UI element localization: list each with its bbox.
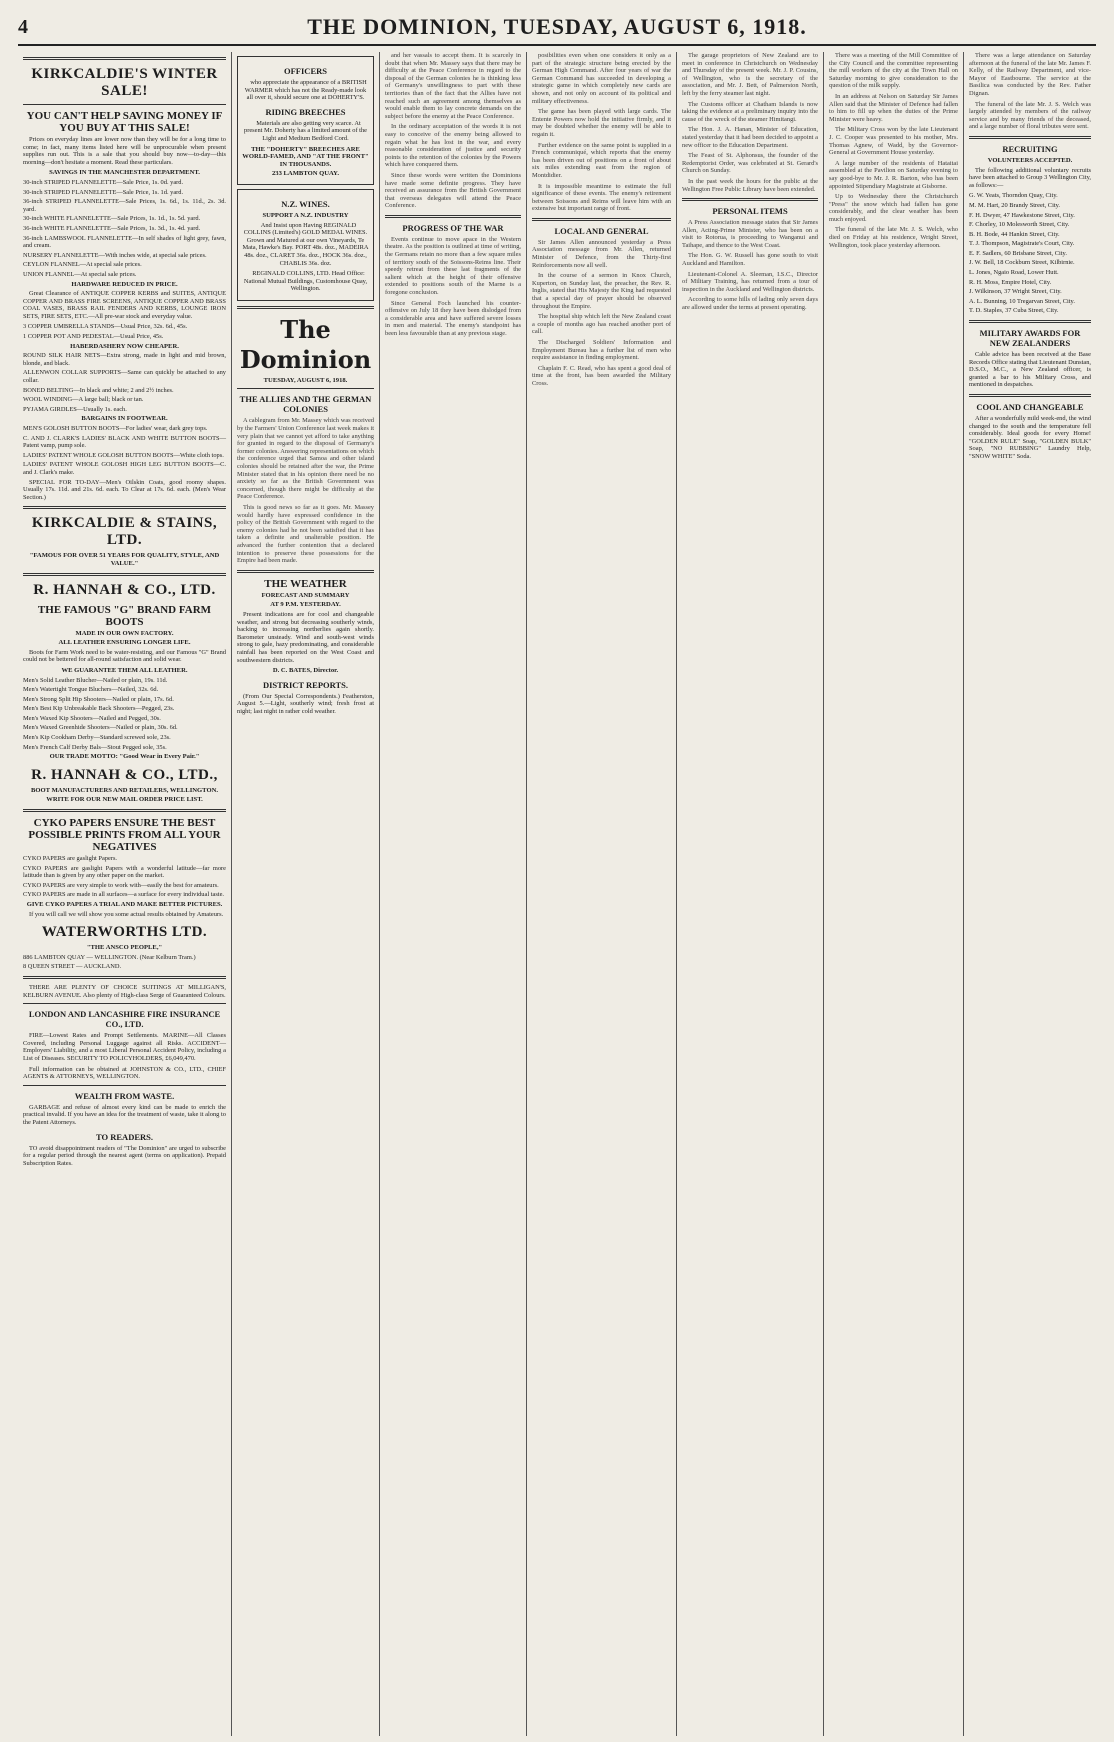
officers-heading: OFFICERS [284,66,327,76]
list-item: T. D. Staples, 37 Cuba Street, City. [969,307,1059,315]
list-item: CYKO PAPERS are very simple to work with—easily the best for amateurs. [23,881,219,889]
list-item: Men's Watertight Tongue Bluchers—Nailed, 32s. 6d. [23,686,159,694]
cyko-heading: CYKO PAPERS ENSURE THE BEST POSSIBLE PRINTS FROM ALL YOUR NEGATIVES [28,817,221,854]
hannah-brand: R. HANNAH & CO., LTD. [33,581,216,598]
list-item: ALLENWON COLLAR SUPPORTS—Same can quickly be attached to any collar. [23,369,226,385]
meetings-body: There was a meeting of the Mill Committee of the City Council and the committee representing the mill workers of the city at the Town Hall on Saturday morning to give consideration to the question of the milk supply. In an address at Nelson on Saturday Sir James Allen said that the Minister of Defence had fallen to him to fill up when the duties of the Prime Minister were heavy. The Military Cross won by the late Lieutenant J. C. Cooper was presented to his mother, Mrs. Thomas Agnew, of Wadd, by the Governor-General at Government House yesterday. A large number of the residents of Hataitai assembled at the Pavilion on Saturday evening to say good-bye to Mr. J. R. Barton, who has been appointed Stipendiary Magistrate at Gisborne. Up to Wednesday there the Christchurch "Press" the snow which had fallen has gone considerably, and the clear weather has been much enjoyed. The funeral of the late Mr. J. S. Welch, who died on Friday at his residence, Wright Street, Wellington, took place yesterday afternoon. [829,52,958,249]
recruiting-intro: The following additional voluntary recruits have been attached to Group 3 Wellington City, as follows:— [969,166,1091,189]
local-general-heading: LOCAL AND GENERAL [554,225,649,236]
column-2 [232,52,380,1736]
waterworths-address-2: 8 QUEEN STREET — AUCKLAND. [23,963,122,971]
waste-heading: WEALTH FROM WASTE. [74,1090,175,1101]
cyko-note: If you will call we will show you some actual results obtained by Amateurs. [29,910,224,918]
weather-heading: THE WEATHER [264,577,347,590]
funeral-body: There was a large attendance on Saturday afternoon at the funeral of the late Mr. James F. Kelly, of the Railway Department, and vice-Mayor of Eastbourne. The service at the Basilica was conducted by the Rev. Father Dignan. The funeral of the late Mr. J. S. Welch was largely attended by members of the railway service and by many friends of the deceased, and a large number of floral tributes were sent. [969,52,1091,131]
readers-text: TO avoid disappointment readers of "The Dominion" are urged to subscribe for a regular period through the nearest agent (terms on application). Prepaid Subscription Rates. [23,1144,226,1167]
hannah-motto: OUR TRADE MOTTO: "Good Wear in Every Pair." [49,753,200,761]
list-item: J. W. Bell, 18 Cockburn Street, Kilbirnie. [969,259,1075,267]
london-lancashire-text: FIRE—Lowest Rates and Prompt Settlements. MARINE—All Classes Covered, including Personal Luggage against all Risks. ACCIDENT—Employers' Liability, and a most Liberal Personal Accident Policy, including a List of Diseases. SECURITY TO POLICYHOLDERS, £6,049,470. [23,1032,226,1062]
doherty-ad [237,56,374,185]
manchester-list [23,179,226,279]
district-reports-text: (From Our Special Correspondents.) Featherston, August 5.—Light, southerly wind; fresh frost at night; last night in rather cold weather. [237,692,374,715]
list-item: 30-inch STRIPED FLANNELETTE—Sale Price, 1s. 0d. yard. [23,178,184,186]
list-item: CEYLON FLANNEL—At special sale prices. [23,261,142,269]
list-item: 30-inch STRIPED FLANNELETTE—Sale Price, 1s. 1d. yard. [23,188,184,196]
list-item: Men's French Calf Derby Bals—Stout Pegged sole, 35s. [23,743,167,751]
cool-changeable-text: After a wonderfully mild week-end, the wind changed to the south and the temperature fell considerably. Ideal goods for every Home! "GOLDEN RULE" Soap, "GOLDEN BULK" Soap, "NO RUBBING" Laundry Help, "SNOW WHITE" Soda. [969,415,1091,460]
hannah-address: BOOT MANUFACTURERS AND RETAILERS, WELLINGTON. [31,786,218,794]
list-item: 30-inch WHITE FLANNELETTE—Sale Prices, 1s. 1d., 1s. 5d. yard. [23,215,201,223]
column-6 [824,52,964,1736]
list-item: F. Chorley, 10 Molesworth Street, City. [969,221,1070,229]
doherty-address: 233 LAMBTON QUAY. [272,170,339,178]
hannah-guarantee: WE GUARANTEE THEM ALL LEATHER. [61,666,188,674]
list-item: 36-inch STRIPED FLANNELETTE—Sale Prices, 1s. 6d., 1s. 11d., 2s. 3d. yard. [23,198,226,213]
list-item: B. H. Bode, 44 Hankin Street, City. [969,230,1060,238]
war-news-continued: posibilities even when one considers it only as a part of the strategic structure being erected by the German High Command. After four years of war the German Command has succeeded in developing a strategic game in which completely new cards are shown, and not only on account of its political and military effectiveness. The game has been played with large cards. The Entente Powers now hold the initiative firmly, and it may be doubted whether the enemy will be able to regain it. Further evidence on the same point is supplied in a French communiqué, which reports that the enemy has been driven out of positions on a front of about six miles extending east from the region of Montdidier. It is impossible meantime to estimate the full significance of these events. The enemy's retirement between Soissons and Reims will leave him with an extensive but important range of front. [532,52,671,213]
riding-breeches-text: Materials are also getting very scarce. At present Mr. Doherty has a limited amount of the Light and Medium Bedford Cord. [244,119,367,142]
list-item: WOOL WINDING—A large ball; black or tan. [23,396,144,404]
doherty-slogan: THE "DOHERTY" BREECHES ARE WORLD-FAMED, AND "AT THE FRONT" IN THOUSANDS. [242,145,369,168]
list-item: Men's Kip Cookham Derby—Standard screwed sole, 23s. [23,734,171,742]
recruiting-list [969,192,1091,315]
nzwines-sub: SUPPORT A N.Z. INDUSTRY [262,211,349,219]
hannah-intro: Boots for Farm Work need to be water-resisting, and our Famous "G" Brand could not be bettered for all-round satisfaction and solid wear. [23,648,226,664]
list-item: NURSERY FLANNELETTE—With inches wide, at special sale prices. [23,251,207,259]
list-item: CYKO PAPERS are gaslight Papers. [23,855,118,863]
kirkcaldie-intro: Prices on everyday lines are lower now than they will be for a long time to come; in fact, many items listed here will be unprocurable when present supplies run out. This is a sale that you should buy now—to-day—this morning—don't hesitate a moment. Read these particulars. [23,136,226,166]
list-item: UNION FLANNEL—At special sale prices. [23,270,137,278]
milligan-ad: THERE ARE PLENTY OF CHOICE SUITINGS AT MILLIGAN'S, KELBURN AVENUE. Also plenty of High-class Serge of Guaranteed Colours. [23,983,226,999]
column-4 [527,52,677,1736]
list-item: CYKO PAPERS are gaslight Papers with a wonderful latitude—far more latitude than is given by any other paper on the market. [23,864,226,880]
hardware-text: Great Clearance of ANTIQUE COPPER KERBS and SUITES, ANTIQUE COPPER AND BRASS FIRE SCREENS, ANTIQUE COPPER AND BRASS COAL VASES, BRASS RAIL FENDERS AND KERBS, LOUNGE IRON SETS, FIRE SETS, ETC.—All pre-war stock and everyday value. [23,290,226,320]
list-item: 36-inch WHITE FLANNELETTE—Sale Prices, 1s. 3d., 1s. 4d. yard. [23,224,201,232]
list-item: M. M. Hart, 20 Brandy Street, City. [969,201,1060,209]
column-3 [380,52,527,1736]
kirkcaldie-brand: KIRKCALDIE & STAINS, LTD. [31,515,218,549]
kirkcaldie-tagline: "FAMOUS FOR OVER 51 YEARS FOR QUALITY, STYLE, AND VALUE." [29,552,220,567]
progress-of-war-body: Events continue to move apace in the Western theatre. As the position is outlined at time of writing, the Germans retain no more than a few square miles of territory south of the Soissons-Reims line. Their speedy retreat from these last fragments of the salient which at the height of their offensive extended to positions south of the Marne is a foregone conclusion. Since General Foch launched his counter-offensive on July 18 they have been dislodged from a considerable area and have suffered severe losses in men and material. The enemy's standpoint has been less favourable than at any previous stage. [385,235,521,337]
editorial-continued: and her vassals to accept them. It is scarcely in doubt that when Mr. Massey says that there may be difficulty at the Peace Conference in regard to the disposal of the German colonies he is thinking less of Germany's unwillingness to part with these territories than of the fact that the Allies have not reached such an agreement among themselves as would enable them to lay concrete demands on the subject before the enemy at the Peace Conference. In the ordinary acceptation of the words it is not easy to conceive of the enemy being allowed to regain what he has lost in the war, and every reasonable consideration of justice and security points to the retention of the colonies by the Powers which have conquered them. Since these words were written the Dominions have made some definite progress. They have received an assurance from the British Government that overseas delegates will attend the Peace Conference. [385,52,521,210]
recruiting-subheading: VOLUNTEERS ACCEPTED. [987,156,1073,164]
hannah-sub2: ALL LEATHER ENSURING LONGER LIFE. [58,639,191,647]
list-item: ROUND SILK HAIR NETS—Extra strong, made in light and mid brown, blonde, and black. [23,352,226,367]
list-item: G. W. Yeats, Thorndon Quay, City. [969,192,1058,200]
weather-subheading: FORECAST AND SUMMARY [261,591,350,599]
list-item: E. F. Sadlers, 60 Brisbane Street, City. [969,249,1067,257]
hannah-brand-footer: R. HANNAH & CO., LTD., [31,766,218,783]
list-item: LADIES' PATENT WHOLE GOLOSH HIGH LEG BUTTON BOOTS—C. and J. Clark's make. [23,461,226,476]
newspaper-title: THE DOMINION, TUESDAY, AUGUST 6, 1918. [307,14,807,39]
list-item: LADIES' PATENT WHOLE GOLOSH BUTTON BOOTS—White cloth tops. [23,451,224,459]
list-item: Men's Solid Leather Blucher—Nailed or plain, 19s. 11d. [23,676,168,684]
haberdashery-heading: HABERDASHERY NOW CHEAPER. [70,342,179,350]
dominion-title: The Dominion [239,314,372,374]
hardware-heading: HARDWARE REDUCED IN PRICE. [71,280,178,288]
weather-time: AT 9 P.M. YESTERDAY. [270,601,341,609]
weather-signature: D. C. BATES, Director. [272,667,339,675]
list-item: PYJAMA GIRDLES—Usually 1s. each. [23,405,127,413]
readers-heading: TO READERS. [96,1131,153,1142]
editorial-heading: THE ALLIES AND THE GERMAN COLONIES [239,394,372,415]
list-item: Men's Waxed Greenhide Shooters—Nailed or plain, 30s. 6d. [23,724,178,732]
column-7 [964,52,1096,1736]
list-item: Men's Best Kip Unbreakable Back Shooters—Pegged, 23s. [23,705,175,713]
local-general-continued: The garage proprietors of New Zealand are to meet in conference in Christchurch on Wednesday and Thursday of the present week. Mr. J. P. Cousins, of Wellington, who is the secretary of the association, and Mr. J. Bett, of Palmerston North, left by the ferry steamer last night. The Customs officer at Chatham Islands is now taking the evidence at a preliminary inquiry into the cause of the wreck of the steamer Himitangi. The Hon. J. A. Hanan, Minister of Education, stated yesterday that it had been decided to appoint a new officer to the Education Department. The Feast of St. Alphonsus, the founder of the Redemptorist Order, was celebrated at St. Gerard's Church on Sunday. In the past week the hours for the public at the Wellington Free Public Library have been extended. [682,52,818,193]
nzwines-text: And Insist upon Having REGINALD COLLINS (Limited's) GOLD MEDAL WINES. Grown and Matured at our own Vineyards, Te Mata, Hawke's Bay. PORT 48s. doz., MADEIRA 48s. doz., CLARET 36s. doz., HOCK 36s. doz., CHABLIS 36s. doz. [242,221,369,267]
waste-text: GARBAGE and refuse of almost every kind can be made to enrich the practical invalid. If you have an idea for the treatment of waste, take it along to the Patent Attorneys. [23,1103,226,1126]
collins-wines-ad [237,189,374,301]
manchester-heading: SAVINGS IN THE MANCHESTER DEPARTMENT. [49,169,200,177]
list-item: F. H. Dwyer, 47 Hawkestone Street, City. [969,211,1075,219]
list-item: R. H. Moss, Empire Hotel, City. [969,278,1052,286]
personal-items-body: A Press Association message states that Sir James Allen, Acting-Prime Minister, who has been on a visit to Rotorua, is proceeding to Wanganui and Taihape, and thence to the West Coast. The Hon. G. W. Russell has gone south to visit Auckland and Hamilton. Lieutenant-Colonel A. Sleeman, I.S.C., Director of Military Training, has returned from a tour of inspection in the Auckland and Wellington districts. According to some hills of lading only seven days are allowed under the terms at present operating. [682,219,818,312]
list-item: C. AND J. CLARK'S LADIES' BLACK AND WHITE BUTTON BOOTS—Patent vamp, pump sole. [23,434,226,450]
list-item: BONED BELTING—In black and white; 2 and 2½ inches. [23,386,174,394]
waterworths-brand: WATERWORTHS LTD. [41,924,208,941]
list-item: CYKO PAPERS are made in all surfaces—a surface for every individual taste. [23,891,225,899]
list-item: Men's Waxed Kip Shooters—Nailed and Pegged, 30s. [23,714,161,722]
riding-breeches-heading: RIDING BREECHES [265,106,346,117]
special-offer: SPECIAL FOR TO-DAY—Men's Oilskin Coats, good roomy shapes. Usually 17s. 11d. and 21s. 6d. each. To Clear at 17s. 6d. each. (Men's Wear Section.) [23,478,226,501]
military-awards-text: Cable advice has been received at the Base Records Office stating that Lieutenant Dunstan, D.S.O., M.C., a New Zealand officer, is granted a bar to his Military Cross, and mentioned in despatches. [969,351,1091,389]
cyko-offer: GIVE CYKO PAPERS A TRIAL AND MAKE BETTER PICTURES. [26,901,223,908]
list-item: T. J. Thompson, Magistrate's Court, City. [969,240,1075,248]
progress-of-war-heading: PROGRESS OF THE WAR [402,222,504,233]
nzwines-address: REGINALD COLLINS, LTD. Head Office: National Mutual Buildings, Customhouse Quay, Wellington. [243,270,368,293]
waterworths-address-1: 886 LAMBTON QUAY — WELLINGTON. (Near Kelburn Tram.) [23,953,196,961]
london-lancashire-agents: Full information can be obtained at JOHNSTON & CO., LTD., CHIEF AGENTS & ATTORNEYS, WELLINGTON. [23,1065,226,1081]
list-item: MEN'S GOLOSH BUTTON BOOTS—For ladies' wear, dark grey tops. [23,425,208,432]
local-general-body: Sir James Allen announced yesterday a Press Association message from Mr. Allen, returned Minister of Defence, from the Thirty-first Reinforcements now all well. In the course of a sermon in Knox Church, Kuperton, on Sunday last, the preacher, the Rev. R. Inglis, stated that His Majesty the King had requested that a special day of prayer should be observed throughout the Empire. The hospital ship which left the New Zealand coast a couple of months ago has reached another port of call. The Discharged Soldiers' Information and Employment Bureau has a further list of men who require assistance in finding employment. Chaplain F. C. Read, who has spent a good deal of time at the front, has been awarded the Military Cross. [532,238,671,387]
list-item: L. Jones, Ngaio Road, Lower Hutt. [969,269,1059,277]
list-item: 3 COPPER UMBRELLA STANDS—Usual Price, 32s. 6d., 45s. [23,323,188,331]
personal-items-heading: PERSONAL ITEMS [712,206,788,217]
list-item: A. L. Bunning, 10 Tregarvan Street, City. [969,297,1075,305]
list-item: Men's Strong Split Hip Shooters—Nailed or plain, 17s. 6d. [23,695,174,703]
hannah-sub1: MADE IN OUR OWN FACTORY. [75,629,174,637]
list-item: 1 COPPER POT AND PEDESTAL—Usual Price, 45s. [23,333,164,341]
footwear-heading: BARGAINS IN FOOTWEAR. [81,415,168,423]
recruiting-heading: RECRUITING [1002,143,1058,154]
column-5 [677,52,824,1736]
district-reports-heading: DISTRICT REPORTS. [262,679,349,690]
nzwines-heading: N.Z. WINES. [281,198,330,209]
list-item: 36-inch LAMBSWOOL FLANNELETTE—In self shades of light grey, fawn, and cream. [23,234,226,250]
military-awards-heading: MILITARY AWARDS FOR NEW ZEALANDERS [979,328,1081,349]
kirkcaldie-sale-heading: KIRKCALDIE'S WINTER SALE! [31,66,218,99]
page-number: 4 [18,15,28,38]
hannah-heading: THE FAMOUS "G" BRAND FARM BOOTS [37,603,212,628]
kirkcaldie-sale-subheading: YOU CAN'T HELP SAVING MONEY IF YOU BUY AT THIS SALE! [26,110,223,134]
weather-text: Present indications are for cool and changeable weather, and strong but decreasing southerly winds, backing to increasing northerlies again shortly. Barometer unsteady. Wind and south-west winds strong to gale, hazy predominating, and considerable rainfall has been reported on the West Coast and southwestern districts. [237,610,374,664]
waterworths-tagline: "THE ANSCO PEOPLE," [86,944,163,952]
masthead [18,10,1096,46]
column-advertisements [18,52,232,1736]
editorial-body: A cablegram from Mr. Massey which was received by the Farmers' Union Conference last week makes it very plain that we cannot yet afford to take anything for granted in regard to the disposal of Germany's former colonies. Answering representations on which the conference urged that Samoa and other island colonies should be retained after the war, the Prime Minister stated that in his opinion there need be no anxiety so far as the British Government was concerned, though there might be difficulty at the Peace Conference. This is good news so far as it goes. Mr. Massey would hardly have expressed confidence in the policy of the British Government with regard to the enemy colonies had he not been satisfied that it has taken a definite and unalterable position. He advanced the further contention that a declared intention to preserve these possessions for the Empire had been made. [237,417,374,565]
list-item: J. Wilkinson, 37 Wright Street, City. [969,288,1062,296]
london-lancashire-brand: LONDON AND LANCASHIRE FIRE INSURANCE CO., LTD. [28,1009,221,1030]
hannah-catalog: WRITE FOR OUR NEW MAIL ORDER PRICE LIST. [46,796,203,804]
dominion-date: TUESDAY, AUGUST 6, 1918. [263,376,348,384]
cool-changeable-heading: COOL AND CHANGEABLE [976,402,1084,412]
officers-text: who appreciate the appearance of a BRITISH WARMER which has not the Ready-made look all over it, should secure one at DOHERTY'S. [244,79,367,102]
